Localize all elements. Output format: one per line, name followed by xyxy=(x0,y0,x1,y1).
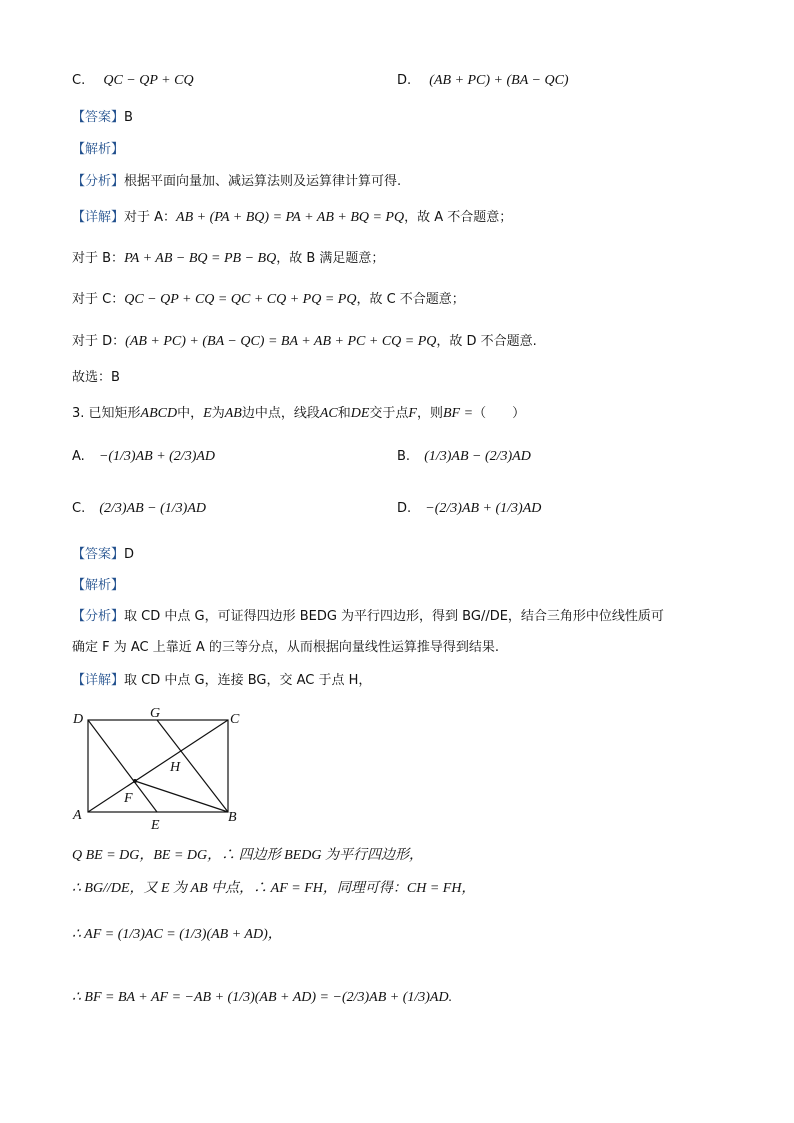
label-c: C xyxy=(230,712,240,727)
answer-tag: 【答案】 xyxy=(72,547,125,562)
answer-tag: 【答案】 xyxy=(72,110,125,125)
fenxi-text: 取 CD 中点 G，可证得四边形 BEDG 为平行四边形，得到 BG//DE，结合三角形中位线性质可 xyxy=(124,609,664,624)
math-symbol: ABCD xyxy=(140,406,178,421)
fenxi-tag: 【分析】 xyxy=(72,609,125,624)
option-label: A. xyxy=(72,449,85,464)
line-expression: AB + (PA + BQ) = PA + AB + BQ = PQ xyxy=(176,210,405,225)
line-prefix: 对于 D： xyxy=(72,334,126,349)
option-expression: −(1/3)AB + (2/3)AD xyxy=(98,449,216,464)
line-expression: (AB + PC) + (BA − QC) = BA + AB + PC + CQ = PQ xyxy=(125,334,437,349)
stem-text: （ ） xyxy=(473,406,526,421)
analysis-tag: 【解析】 xyxy=(72,578,125,593)
q3-xiangjie xyxy=(72,671,371,691)
math-symbol: F xyxy=(408,406,417,421)
q2-option-c xyxy=(72,71,194,91)
label-d: D xyxy=(73,712,84,727)
q2-option-d xyxy=(397,71,569,91)
math-symbol: E xyxy=(203,406,212,421)
stem-text: 交于点 xyxy=(369,406,409,421)
line-suffix: ，故 D 不合题意. xyxy=(436,334,537,349)
stem-text: 和 xyxy=(337,406,351,421)
q3-step-2 xyxy=(72,879,475,899)
segment-bg xyxy=(157,720,228,812)
option-label: D. xyxy=(397,501,412,516)
step-text: Q BE = DG，BE = DG，∴ 四边形 BEDG 为平行四边形， xyxy=(72,848,423,863)
q2-choice xyxy=(72,368,120,388)
choice-text: 故选：B xyxy=(72,370,120,385)
q3-step-4 xyxy=(72,988,452,1008)
q2-line-b xyxy=(72,249,384,269)
q2-line-a xyxy=(72,208,512,228)
line-expression: QC − QP + CQ = QC + CQ + PQ = PQ xyxy=(124,292,357,307)
q2-line-d xyxy=(72,332,537,352)
xiangjie-tag: 【详解】 xyxy=(72,210,125,225)
segment-fb xyxy=(135,781,228,812)
label-a: A xyxy=(73,808,82,823)
option-expression: −(2/3)AB + (1/3)AD xyxy=(425,501,542,516)
option-expression: (2/3)AB − (1/3)AD xyxy=(99,501,206,516)
q3-step-3 xyxy=(72,925,282,945)
fenxi-tag: 【分析】 xyxy=(72,174,125,189)
step-text: ∴ BF = BA + AF = −AB + (1/3)(AB + AD) = −(2/3)AB + (1/3)AD. xyxy=(72,990,453,1005)
q3-option-d xyxy=(397,499,541,519)
label-b: B xyxy=(228,810,237,825)
segment-de xyxy=(88,720,157,812)
segment-ac xyxy=(88,720,228,812)
stem-text: 为 xyxy=(211,406,225,421)
option-label: D. xyxy=(397,73,412,88)
q2-line-c xyxy=(72,290,465,310)
xiangjie-tag: 【详解】 xyxy=(72,673,125,688)
q2-analysis-title xyxy=(72,140,124,160)
option-label: C. xyxy=(72,73,86,88)
line-prefix: 对于 B： xyxy=(72,251,125,266)
line-expression: PA + AB − BQ = PB − BQ xyxy=(124,251,277,266)
q3-option-c xyxy=(72,499,206,519)
math-symbol: AC xyxy=(319,406,338,421)
math-symbol: AB xyxy=(224,406,242,421)
q3-analysis-title xyxy=(72,576,124,596)
q3-answer xyxy=(72,545,134,565)
line-suffix: ，故 C 不合题意； xyxy=(356,292,465,307)
fenxi-text: 根据平面向量加、减运算法则及运算律计算可得. xyxy=(124,174,402,189)
label-e: E xyxy=(151,818,160,833)
option-label: C. xyxy=(72,501,86,516)
option-expression: (AB + PC) + (BA − QC) xyxy=(429,73,569,88)
q3-step-1 xyxy=(72,846,423,866)
answer-value: D xyxy=(124,547,135,562)
line-suffix: ，故 A 不合题意； xyxy=(404,210,513,225)
line-suffix: ，故 B 满足题意； xyxy=(276,251,385,266)
fenxi-text: 确定 F 为 AC 上靠近 A 的三等分点，从而根据向量线性运算推导得到结果. xyxy=(72,640,500,655)
xiangjie-text: 取 CD 中点 G，连接 BG，交 AC 于点 H， xyxy=(124,673,372,688)
line-prefix: 对于 C： xyxy=(72,292,125,307)
line-prefix: 对于 A： xyxy=(124,210,177,225)
stem-text: ，则 xyxy=(416,406,443,421)
stem-text: 边中点，线段 xyxy=(241,406,320,421)
q3-option-a xyxy=(72,447,215,467)
q2-answer xyxy=(72,108,133,128)
stem-text: 中， xyxy=(177,406,204,421)
step-text: ∴ BG//DE，又 E 为 AB 中点，∴ AF = FH，同理可得：CH = FH， xyxy=(72,881,476,896)
q2-fenxi xyxy=(72,172,401,192)
rectangle-diagram xyxy=(70,703,260,833)
math-symbol: DE xyxy=(350,406,370,421)
q3-option-b xyxy=(397,447,531,467)
point-f xyxy=(133,779,137,783)
math-expression: BF = xyxy=(443,406,474,421)
analysis-tag: 【解析】 xyxy=(72,142,125,157)
label-g: G xyxy=(150,706,161,721)
step-text: ∴ AF = (1/3)AC = (1/3)(AB + AD)， xyxy=(72,927,282,942)
q3-stem xyxy=(72,404,525,424)
option-expression: QC − QP + CQ xyxy=(103,73,194,88)
label-f: F xyxy=(124,791,133,806)
label-h: H xyxy=(170,760,181,775)
answer-value: B xyxy=(124,110,133,125)
q3-fenxi-1 xyxy=(72,607,664,627)
stem-text: 3. 已知矩形 xyxy=(72,406,141,421)
option-label: B. xyxy=(397,449,411,464)
q3-fenxi-2 xyxy=(72,638,499,658)
option-expression: (1/3)AB − (2/3)AD xyxy=(424,449,531,464)
